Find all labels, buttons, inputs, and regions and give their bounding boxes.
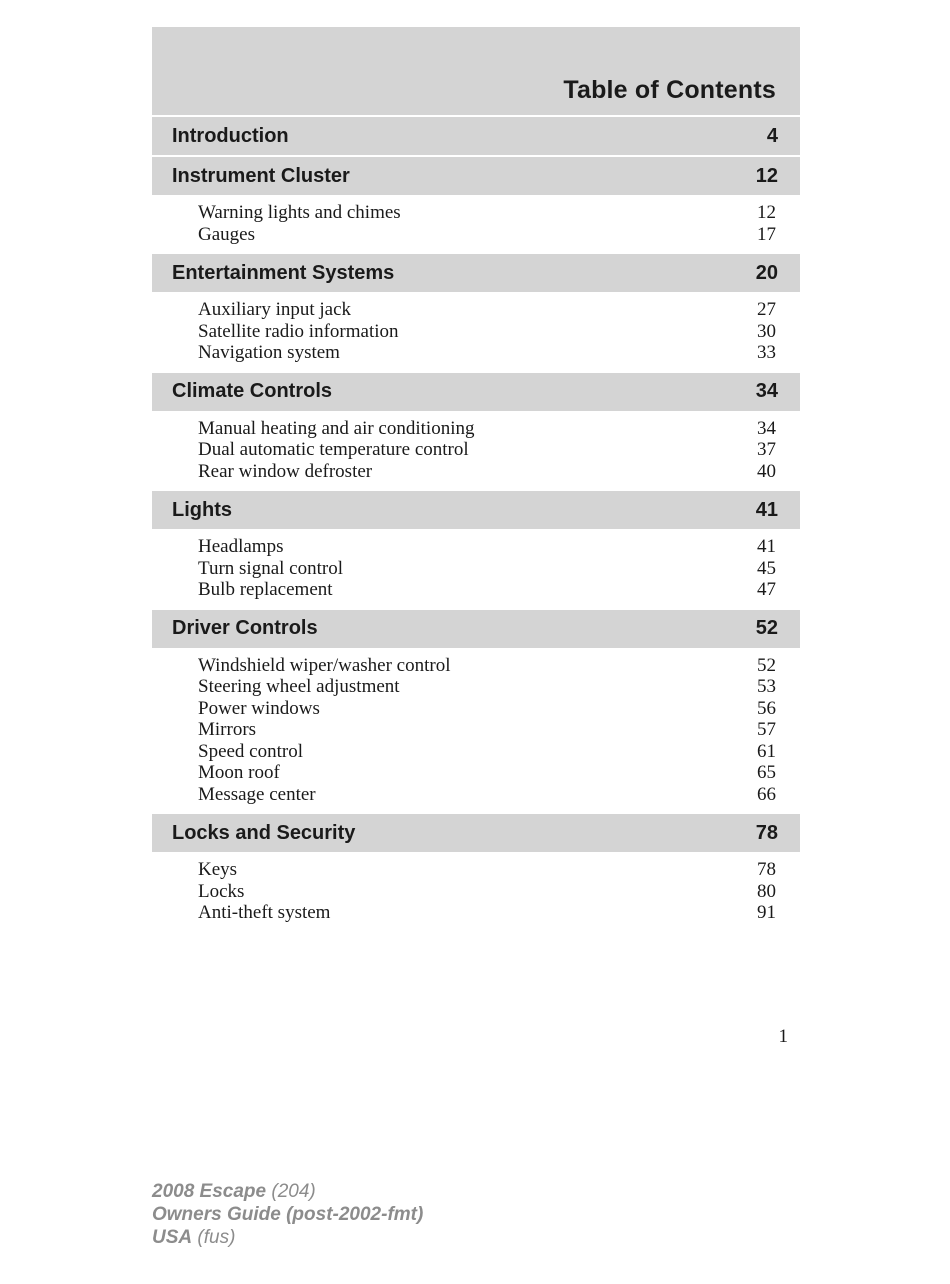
toc-entry[interactable] <box>152 655 800 677</box>
document-footer <box>152 1180 423 1249</box>
toc-entry[interactable] <box>152 224 800 246</box>
toc-entry-title: Mirrors <box>198 719 257 740</box>
toc-section-title: Instrument Cluster <box>172 164 350 187</box>
toc-section-header[interactable] <box>152 117 800 155</box>
toc-entry-page: 27 <box>757 299 776 320</box>
toc-section-page: 78 <box>755 821 778 844</box>
toc-section-header[interactable] <box>152 157 800 195</box>
toc-entry[interactable] <box>152 784 800 806</box>
toc-entry-title: Keys <box>198 859 238 880</box>
toc-entry-page: 91 <box>757 902 776 923</box>
page-number: 1 <box>778 1026 788 1047</box>
toc-entry-title: Windshield wiper/washer control <box>198 654 451 676</box>
toc-entry-title: Dual automatic temperature control <box>198 439 469 460</box>
toc-entry[interactable] <box>152 342 800 364</box>
footer-market: USA <box>152 1227 193 1248</box>
toc-entry[interactable] <box>152 558 800 580</box>
toc-entry-title: Moon roof <box>198 762 280 783</box>
toc-entry-title: Manual heating and air conditioning <box>198 417 475 439</box>
footer-market-code: (fus) <box>197 1227 236 1248</box>
toc-entry-title: Turn signal control <box>198 557 343 579</box>
toc-entry[interactable] <box>152 439 800 461</box>
toc-entry-page: 78 <box>757 859 776 880</box>
toc-entry-page: 37 <box>757 439 776 460</box>
toc-entry[interactable] <box>152 881 800 903</box>
toc-entry-title: Warning lights and chimes <box>198 202 401 223</box>
toc-entry-title: Locks <box>198 880 245 902</box>
footer-guide-type: Owners Guide (post-2002-fmt) <box>152 1204 424 1225</box>
toc-entry[interactable] <box>152 741 800 763</box>
toc-section-page: 41 <box>755 498 778 521</box>
footer-line-3 <box>152 1226 423 1249</box>
toc-entry-page: 47 <box>757 579 776 600</box>
toc-entry-title: Speed control <box>198 740 304 762</box>
toc-entry-page: 17 <box>757 223 776 245</box>
toc-section-page: 12 <box>755 164 778 187</box>
toc-entry-title: Rear window defroster <box>198 460 373 482</box>
toc-entry-title: Steering wheel adjustment <box>198 676 400 697</box>
toc-section-header[interactable] <box>152 373 800 411</box>
toc-entry-page: 61 <box>757 740 776 762</box>
toc-entry-page: 53 <box>757 676 776 697</box>
toc-section-title: Driver Controls <box>172 617 318 639</box>
toc-entry-page: 41 <box>757 536 776 557</box>
toc-section-title: Introduction <box>172 124 289 147</box>
toc-entry-list <box>152 292 800 371</box>
toc-section-page: 52 <box>755 617 778 639</box>
toc-entry[interactable] <box>152 579 800 601</box>
toc-entry[interactable] <box>152 676 800 698</box>
toc-entry-title: Anti-theft system <box>198 902 331 923</box>
toc-entry-list <box>152 529 800 608</box>
toc-entry-title: Navigation system <box>198 342 340 363</box>
toc-entry-title: Satellite radio information <box>198 320 399 342</box>
footer-line-2 <box>152 1203 423 1226</box>
toc-section-page: 20 <box>755 261 778 284</box>
footer-model-code: (204) <box>271 1181 316 1202</box>
toc-entry-page: 33 <box>757 342 776 363</box>
toc-entry[interactable] <box>152 719 800 741</box>
toc-entry[interactable] <box>152 762 800 784</box>
toc-section-header[interactable] <box>152 814 800 852</box>
toc-entry-page: 40 <box>757 460 776 482</box>
toc-entry[interactable] <box>152 536 800 558</box>
toc-entry-list <box>152 411 800 490</box>
toc-entry-list <box>152 648 800 813</box>
toc-entry-page: 34 <box>757 417 776 439</box>
toc-section-list <box>152 117 800 931</box>
toc-entry-page: 45 <box>757 557 776 579</box>
toc-entry-page: 56 <box>757 697 776 719</box>
toc-section-page: 34 <box>755 380 778 402</box>
toc-page <box>152 27 800 931</box>
toc-entry[interactable] <box>152 202 800 224</box>
toc-section-header[interactable] <box>152 254 800 292</box>
toc-entry[interactable] <box>152 859 800 881</box>
toc-entry-title: Bulb replacement <box>198 579 333 600</box>
toc-entry-page: 12 <box>757 202 776 223</box>
footer-model: 2008 Escape <box>152 1181 267 1202</box>
toc-entry-page: 80 <box>757 880 776 902</box>
toc-section-title: Locks and Security <box>172 821 356 844</box>
toc-entry-page: 66 <box>757 783 776 805</box>
toc-header-banner <box>152 27 800 115</box>
toc-entry-title: Headlamps <box>198 536 284 557</box>
toc-entry-title: Power windows <box>198 697 320 719</box>
toc-entry[interactable] <box>152 299 800 321</box>
toc-entry[interactable] <box>152 902 800 924</box>
toc-section-title: Lights <box>172 498 232 521</box>
toc-entry[interactable] <box>152 698 800 720</box>
toc-entry-title: Gauges <box>198 223 255 245</box>
toc-section-title: Entertainment Systems <box>172 261 395 284</box>
toc-section-header[interactable] <box>152 491 800 529</box>
toc-entry-title: Auxiliary input jack <box>198 299 352 320</box>
footer-line-1 <box>152 1180 423 1203</box>
toc-entry[interactable] <box>152 418 800 440</box>
toc-entry-page: 65 <box>757 762 776 783</box>
toc-entry-list <box>152 852 800 931</box>
toc-entry[interactable] <box>152 461 800 483</box>
toc-entry-page: 52 <box>757 654 776 676</box>
toc-section-header[interactable] <box>152 610 800 648</box>
toc-entry-page: 30 <box>757 320 776 342</box>
toc-section-title: Climate Controls <box>172 380 333 402</box>
toc-section-page: 4 <box>766 124 778 147</box>
toc-entry-title: Message center <box>198 783 316 805</box>
toc-entry-page: 57 <box>757 719 776 740</box>
toc-entry-list <box>152 195 800 252</box>
toc-entry[interactable] <box>152 321 800 343</box>
page-title: Table of Contents <box>563 76 776 104</box>
